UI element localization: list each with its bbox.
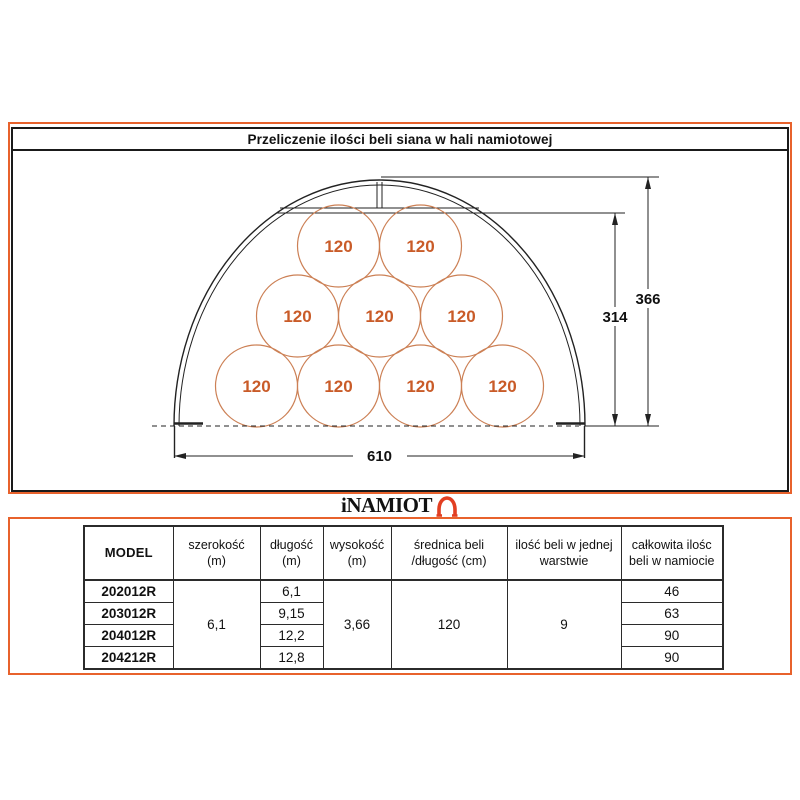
model-cell: 202012R bbox=[84, 580, 173, 603]
model-cell: 203012R bbox=[84, 603, 173, 625]
hay-bale-label: 120 bbox=[406, 377, 435, 396]
col-header-model: MODEL bbox=[84, 526, 173, 580]
dim-total-height-label: 366 bbox=[635, 291, 661, 308]
tent-icon bbox=[435, 495, 459, 517]
dim-width bbox=[174, 448, 585, 465]
total-bales-cell: 63 bbox=[621, 603, 723, 625]
hay-bale-label: 120 bbox=[324, 237, 353, 256]
length-cell: 12,2 bbox=[260, 625, 323, 647]
length-cell: 9,15 bbox=[260, 603, 323, 625]
hay-bale-label: 120 bbox=[488, 377, 517, 396]
col-header-bale-diameter: średnica beli /długość (cm) bbox=[391, 526, 507, 580]
height-cell: 3,66 bbox=[323, 580, 391, 669]
ridge-beam bbox=[277, 182, 625, 213]
length-cell: 12,8 bbox=[260, 647, 323, 670]
total-bales-cell: 46 bbox=[621, 580, 723, 603]
col-header-total-bales: całkowita ilośc beli w namiocie bbox=[621, 526, 723, 580]
hay-bale-label: 120 bbox=[406, 237, 435, 256]
logo-text: iNAMIOT bbox=[341, 493, 432, 517]
length-cell: 6,1 bbox=[260, 580, 323, 603]
col-header-bales-per-layer: ilość beli w jednej warstwie bbox=[507, 526, 621, 580]
hay-bale-label: 120 bbox=[324, 377, 353, 396]
tent-cross-section-diagram bbox=[13, 151, 787, 490]
hay-bale-label: 120 bbox=[242, 377, 271, 396]
logo-band bbox=[8, 492, 792, 519]
dim-inner-height bbox=[595, 213, 635, 426]
page-title: Przeliczenie ilości beli siana w hali namiotowej bbox=[247, 131, 553, 147]
hay-bale-label: 120 bbox=[365, 307, 394, 326]
spec-table bbox=[83, 525, 724, 670]
total-bales-cell: 90 bbox=[621, 625, 723, 647]
table-row bbox=[84, 580, 723, 603]
model-cell: 204012R bbox=[84, 625, 173, 647]
bale-diameter-cell: 120 bbox=[391, 580, 507, 669]
width-cell: 6,1 bbox=[173, 580, 260, 669]
diagram-section bbox=[11, 127, 789, 492]
col-header-length: długość (m) bbox=[260, 526, 323, 580]
hay-bales-group bbox=[216, 205, 544, 427]
hay-bale-label: 120 bbox=[283, 307, 312, 326]
dim-width-label: 610 bbox=[366, 448, 393, 465]
col-header-height: wysokość (m) bbox=[323, 526, 391, 580]
bales-per-layer-cell: 9 bbox=[507, 580, 621, 669]
dim-inner-height-label: 314 bbox=[602, 309, 628, 326]
total-bales-cell: 90 bbox=[621, 647, 723, 670]
model-cell: 204212R bbox=[84, 647, 173, 670]
hay-bale-label: 120 bbox=[447, 307, 476, 326]
title-bar bbox=[13, 129, 787, 151]
header-row bbox=[84, 526, 723, 580]
col-header-width: szerokość (m) bbox=[173, 526, 260, 580]
